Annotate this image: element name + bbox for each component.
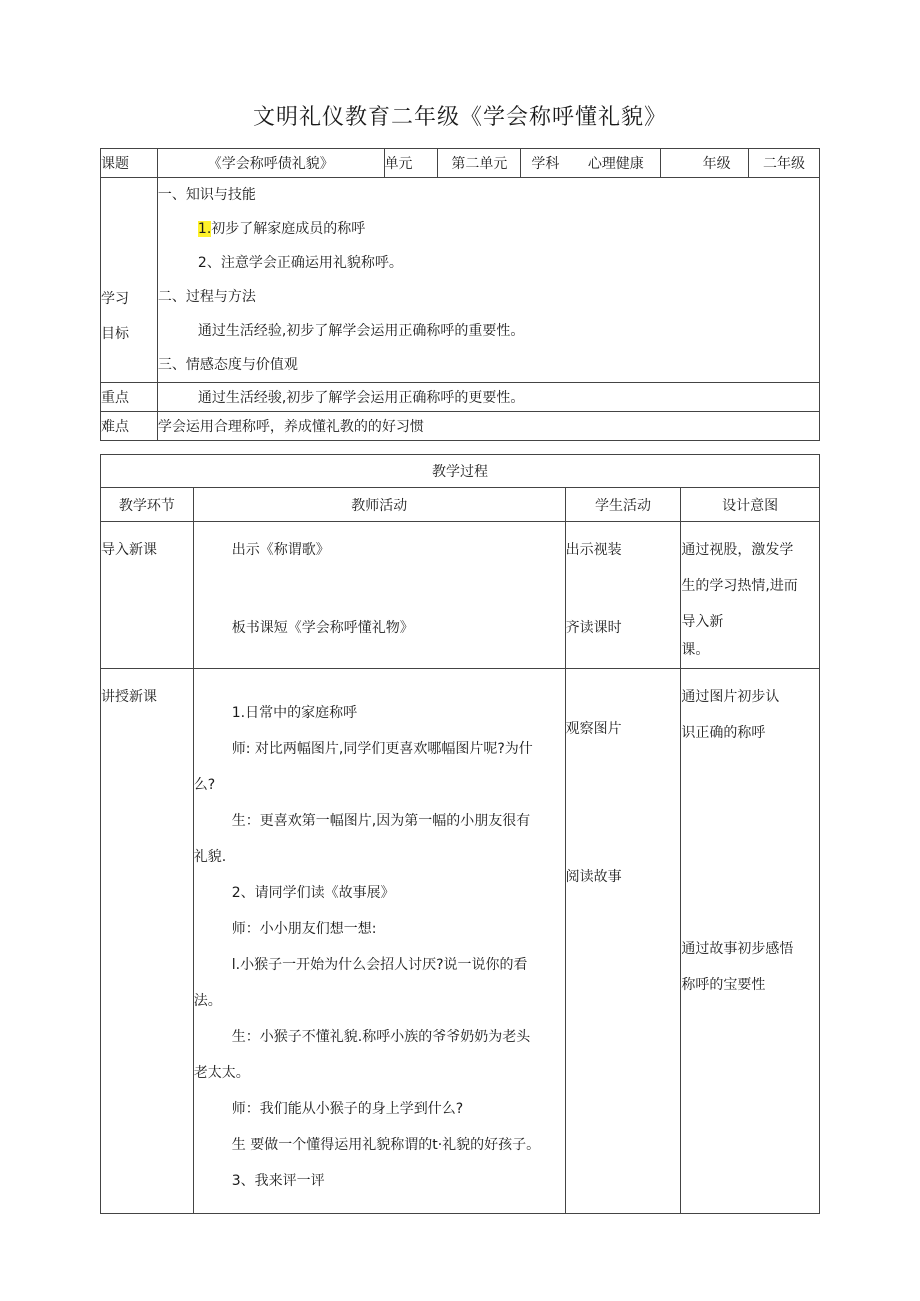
- intent-intro-line-2: 生的学习热情,进而: [681, 578, 798, 594]
- teacher-lecture-line-1: 1.日常中的家庭称呼: [231, 705, 358, 721]
- column-student: 学生活动: [565, 488, 681, 522]
- subject-cell: [521, 149, 661, 178]
- teacher-lecture-line-11: 老太太。: [193, 1065, 250, 1081]
- student-lecture: [565, 669, 681, 1214]
- teacher-lecture-line-13: 生 要做一个懂得运用礼貌称谓的t·礼貌的好孩子。: [231, 1137, 541, 1153]
- goal-item-1-text: 初步了解家庭成员的称呼: [211, 221, 366, 237]
- teacher-lecture-line-8: l.小猴子一开始为什么会招人讨厌?说一说你的看: [231, 957, 528, 973]
- goal-item-2: 2、注意学会正确运用礼貌称呼。: [197, 255, 403, 271]
- goal-item-1-number: 1.: [197, 221, 212, 237]
- intent-lecture-line-1: 通过图片初步认: [681, 689, 780, 705]
- unit-value: 第二单元: [438, 149, 521, 178]
- lesson-label: 课题: [101, 149, 158, 178]
- teacher-intro: [193, 522, 565, 669]
- lesson-header-row: [101, 149, 820, 178]
- goals-row: [101, 178, 820, 383]
- student-lecture-line-1: 观察图片: [565, 721, 622, 737]
- key-point-value: 通过生活经骏,初步了解学会运用正确称呼的更要性。: [157, 383, 819, 412]
- student-lecture-line-2: 阅读故事: [565, 869, 622, 885]
- key-point-row: [101, 383, 820, 412]
- student-intro-line-2: 齐读课时: [565, 620, 622, 636]
- intent-intro-line-4: 课。: [681, 642, 710, 658]
- lesson-value: 《学会称呼债礼貌》: [157, 149, 384, 178]
- intent-lecture-line-3: 通过故事初步感悟: [681, 941, 794, 957]
- teacher-intro-line-1: 出示《称谓歌》: [231, 542, 330, 558]
- column-teacher: 教师活动: [193, 488, 565, 522]
- document-title: 文明礼仪教育二年级《学会称呼懂礼貌》: [252, 105, 667, 130]
- grade-label: 年级: [661, 149, 749, 178]
- teacher-lecture-line-7: 师：小小朋友们想一想:: [231, 921, 377, 937]
- goals-content: [157, 178, 819, 383]
- teacher-lecture-line-5: 礼貌.: [193, 849, 227, 865]
- teacher-lecture-line-6: 2、请同学们读《故事展》: [231, 885, 395, 901]
- difficulty-row: [101, 412, 820, 441]
- intent-intro-line-3: 导入新: [681, 614, 724, 630]
- process-row-intro: [101, 522, 820, 669]
- difficulty-label: 难点: [101, 412, 158, 441]
- goal-section-1: 一、知识与技能: [157, 187, 256, 203]
- process-columns-row: [101, 488, 820, 522]
- teacher-lecture-line-14: 3、我来评一评: [231, 1173, 325, 1189]
- stage-intro: 导入新课: [101, 522, 194, 669]
- teacher-lecture-line-12: 师：我们能从小猴子的身上学到什么?: [231, 1101, 464, 1117]
- process-heading-row: [101, 455, 820, 488]
- goals-label: [101, 178, 158, 383]
- teacher-lecture: [193, 669, 565, 1214]
- goal-section-2: 二、过程与方法: [157, 289, 256, 305]
- process-heading: 教学过程: [101, 455, 820, 488]
- lesson-info-table: [100, 148, 820, 441]
- intent-lecture: [681, 669, 820, 1214]
- teaching-process-table: [100, 454, 820, 1214]
- key-point-label: 重点: [101, 383, 158, 412]
- teacher-intro-line-2: 板书课短《学会称呼懂礼物》: [231, 620, 414, 636]
- stage-lecture: 讲授新课: [101, 669, 194, 1214]
- grade-value: 二年级: [749, 149, 820, 178]
- goal-item-3: 通过生活经验,初步了解学会运用正确称呼的重要性。: [197, 323, 525, 339]
- goal-item-1: [158, 212, 819, 246]
- teacher-lecture-line-9: 法。: [193, 993, 222, 1009]
- goals-label-line2: 目标: [101, 326, 129, 342]
- column-stage: 教学环节: [101, 488, 194, 522]
- teacher-lecture-line-4: 生：更喜欢第一幅图片,因为第一幅的小朋友很有: [231, 813, 531, 829]
- intent-intro-line-1: 通过视股，激发学: [681, 542, 794, 558]
- student-intro-line-1: 出示视装: [565, 542, 622, 558]
- teacher-lecture-line-3: 么?: [193, 777, 216, 793]
- subject-label: 学科: [531, 156, 560, 172]
- difficulty-value: 学会运用合理称呼，养成懂礼教的的好习惯: [157, 412, 819, 441]
- student-intro: [565, 522, 681, 669]
- intent-intro: [681, 522, 820, 669]
- intent-lecture-line-2: 识正确的称呼: [681, 725, 766, 741]
- column-intent: 设计意图: [681, 488, 820, 522]
- process-row-lecture: [101, 669, 820, 1214]
- intent-lecture-line-4: 称呼的宝要性: [681, 977, 766, 993]
- subject-value: 心理健康: [587, 156, 644, 172]
- goal-section-3: 三、情感态度与价值观: [157, 357, 298, 373]
- teacher-lecture-line-2: 师: 对比两幅图片,同学们更喜欢哪幅图片呢?为什: [231, 741, 533, 757]
- goals-label-line1: 学习: [101, 291, 129, 307]
- unit-label: 单元: [384, 149, 438, 178]
- teacher-lecture-line-10: 生：小猴子不懂礼貌.称呼小族的爷爷奶奶为老头: [231, 1029, 531, 1045]
